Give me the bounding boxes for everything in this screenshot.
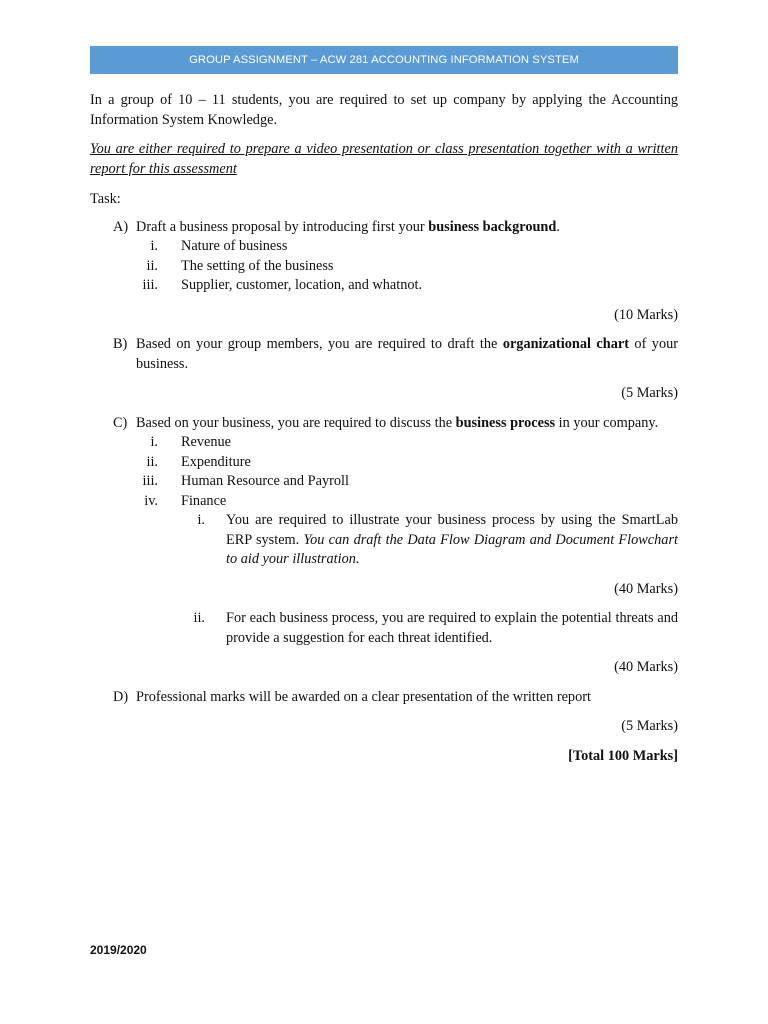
section-c: [90, 414, 678, 678]
section-b-text: Based on your group members, you are required to draft the: [136, 336, 503, 352]
list-item: [90, 257, 678, 277]
list-item: [90, 472, 678, 492]
list-item: [90, 276, 678, 296]
list-item-label: ii.: [146, 453, 158, 470]
section-a-bold: business background: [428, 218, 557, 235]
list-item-text: Human Resource and Payroll: [181, 473, 349, 489]
section-a-text-after: .: [556, 218, 560, 235]
subitem-italic-text: You can draft the Data Flow Diagram and Document Flowchart to aid your illustration.: [226, 531, 678, 567]
section-c-subitem-1: [90, 511, 678, 570]
footer-year: 2019/2020: [90, 943, 147, 957]
section-c-label: C): [113, 414, 128, 431]
section-b: [90, 335, 678, 404]
list-item-label: iii.: [142, 277, 158, 293]
subitem-label: ii.: [193, 610, 205, 626]
section-c-subitem-2: [90, 609, 678, 648]
list-item-label: iv.: [144, 492, 158, 509]
section-c-subitem-2-marks: (40 Marks): [614, 659, 678, 675]
section-a-text: Draft a business proposal by introducing first your: [136, 218, 429, 235]
section-d-question: [90, 688, 678, 708]
section-c-bold: business process: [455, 414, 556, 431]
section-a-marks: (10 Marks): [614, 306, 678, 323]
list-item: [90, 433, 678, 453]
list-item: [90, 453, 678, 473]
list-item-label: iii.: [142, 473, 158, 489]
section-d-label: D): [113, 688, 129, 705]
list-item-label: i.: [150, 238, 158, 254]
list-item-label: i.: [150, 434, 158, 450]
section-b-question: [90, 335, 678, 374]
section-d-text: Professional marks will be awarded on a clear presentation of the written report: [136, 688, 591, 705]
section-a: [90, 218, 678, 326]
subitem-text: You are required to illustrate your business process by using the SmartLab ERP system.: [226, 512, 678, 548]
section-b-label: B): [113, 336, 128, 352]
section-c-question: [90, 414, 678, 434]
list-item: [90, 492, 678, 512]
assignment-title-banner: GROUP ASSIGNMENT – ACW 281 ACCOUNTING INFORMATION SYSTEM: [90, 46, 678, 74]
list-item-text: Nature of business: [181, 238, 288, 254]
list-item-text: Supplier, customer, location, and whatnot.: [181, 277, 423, 293]
section-a-question: [90, 218, 678, 238]
subitem-label: i.: [197, 512, 205, 528]
list-item-text: The setting of the business: [181, 257, 334, 274]
section-b-text-after: of your business.: [136, 336, 678, 372]
list-item-text: Expenditure: [181, 453, 251, 470]
section-c-text-after: in your company.: [555, 414, 659, 431]
section-c-text: Based on your business, you are required to discuss the: [136, 414, 456, 431]
intro-paragraph: In a group of 10 – 11 students, you are required to set up company by applying the Accounting Information System Knowledge.: [90, 92, 678, 128]
section-d-marks: (5 Marks): [621, 718, 678, 734]
presentation-requirement: You are either required to prepare a video presentation or class presentation together with a written report for this assessment: [90, 141, 678, 177]
list-item-text: Revenue: [181, 434, 232, 450]
task-label: Task:: [90, 191, 121, 207]
section-d: [90, 688, 678, 737]
list-item-text: Finance: [181, 492, 227, 509]
section-a-label: A): [113, 218, 129, 235]
list-item: [90, 237, 678, 257]
total-marks: [Total 100 Marks]: [568, 747, 678, 764]
section-b-bold: organizational chart: [502, 336, 629, 352]
subitem-text: For each business process, you are required to explain the potential threats and provide a suggestion for each threat identified.: [226, 610, 678, 646]
section-c-subitem-1-marks: (40 Marks): [614, 580, 678, 597]
list-item-label: ii.: [146, 257, 158, 274]
section-b-marks: (5 Marks): [621, 385, 678, 401]
assignment-page: [90, 46, 678, 766]
